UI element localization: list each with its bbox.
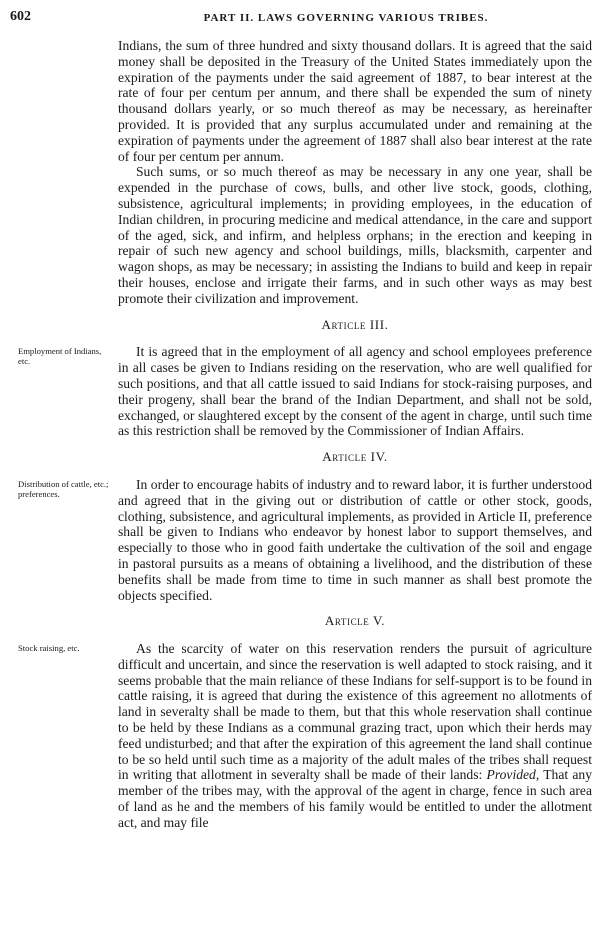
margin-note-distribution: Distribution of cattle, etc.; preferences.	[18, 478, 109, 499]
margin-note-employment: Employment of Indians, etc.	[18, 346, 102, 367]
article-5-text-tail: That any member of the tribes may, with the approval of the agent in charge, fence in such area of land as he and the members of his family would be entitled to under the allotment act, and may file	[118, 767, 593, 830]
article-5-heading: Article V.	[324, 613, 386, 629]
article-4-text: In order to encourage habits of industry and to reward labor, it is further understood and agreed that in the giving out or distribution of cattle or other stock, goods, clothing, subsistence, and agricultural implements, as provided in Article II, preference shall be given to Indians who endeavor by honest labor to support themselves, and especially to those who in good faith undertake the cultivation of the soil and engage in pastoral pursuits as a means of obtaining a livelihood, and the distribution of these benefits shall be made from time to time in such manner as shall best promote the objects specified.	[118, 476, 592, 603]
paragraph-continuation: Indians, the sum of three hundred and sixty thousand dollars. It is agreed that the said money shall be deposited in the Treasury of the United States immediately upon the expiration of the payments under the said agreement of 1887, to bear interest at the rate of four per centum per annum, and there shall be expended the sum of ninety thousand dollars yearly, or so much thereof as may be necessary, as hereinafter provided. It is provided that any surplus accumulated under and remaining at the expiration of payments under the agreement of 1887 shall also bear interest at the rate of four per centum per annum.	[118, 38, 592, 164]
article-3-heading: Article III.	[321, 316, 389, 332]
margin-note-stock-raising: Stock raising, etc.	[18, 643, 80, 654]
running-head: PART II. LAWS GOVERNING VARIOUS TRIBES.	[203, 12, 489, 24]
article-5-block	[18, 641, 593, 831]
article-5-provided: Provided,	[486, 767, 540, 783]
article-4-heading: Article IV.	[322, 449, 388, 465]
paragraph-such-sums: Such sums, or so much thereof as may be necessary in any one year, shall be expended in the purchase of cows, bulls, and other live stock, goods, clothing, subsistence, agricultural implements; in providing employees, in the education of Indian children, in procuring medicine and medical attendance, in the care and support of the aged, sick, and infirm, and helpless orphans; in the erection and keeping in repair of such new agency and school buildings, mills, blacksmith, carpenter and wagon shops, as may be necessary; in assisting the Indians to build and keep in repair their houses, enclose and irrigate their farms, and in such other ways as may best promote their civilization and improvement.	[118, 164, 592, 306]
article-5-text-main: As the scarcity of water on this reservation renders the pursuit of agriculture difficult and uncertain, and since the reservation is well adapted to stock raising, and it seems probable that the main reliance of these Indians for self-support is to be found in cattle raising, it is agreed that during the existence of this agreement no allotments of land in severalty shall be made to them, but that this whole reservation shall continue to be held by these Indians as a communal grazing tract, upon which their herds may feed undisturbed; and that after the expiration of this agreement the land shall continue to be so held until such time as a majority of the adult males of the tribes shall request in writing that allotment in severalty shall be made of their lands:	[118, 641, 592, 783]
article-5-text	[118, 641, 592, 831]
article-3-block	[18, 344, 592, 439]
article-4-block	[18, 476, 592, 603]
article-3-text: It is agreed that in the employment of all agency and school employees preference in all cases be given to Indians residing on the reservation, who are well qualified for such positions, and that all cattle issued to said Indians for stock-raising purposes, and their progeny, shall bear the brand of the Indian Department, and shall not be sold, exchanged, or slaughtered except by the consent of the agent in charge, until such time as this restriction shall be removed by the Commissioner of Indian Affairs.	[118, 344, 592, 439]
page-number: 602	[10, 9, 31, 24]
text-column	[18, 38, 593, 831]
